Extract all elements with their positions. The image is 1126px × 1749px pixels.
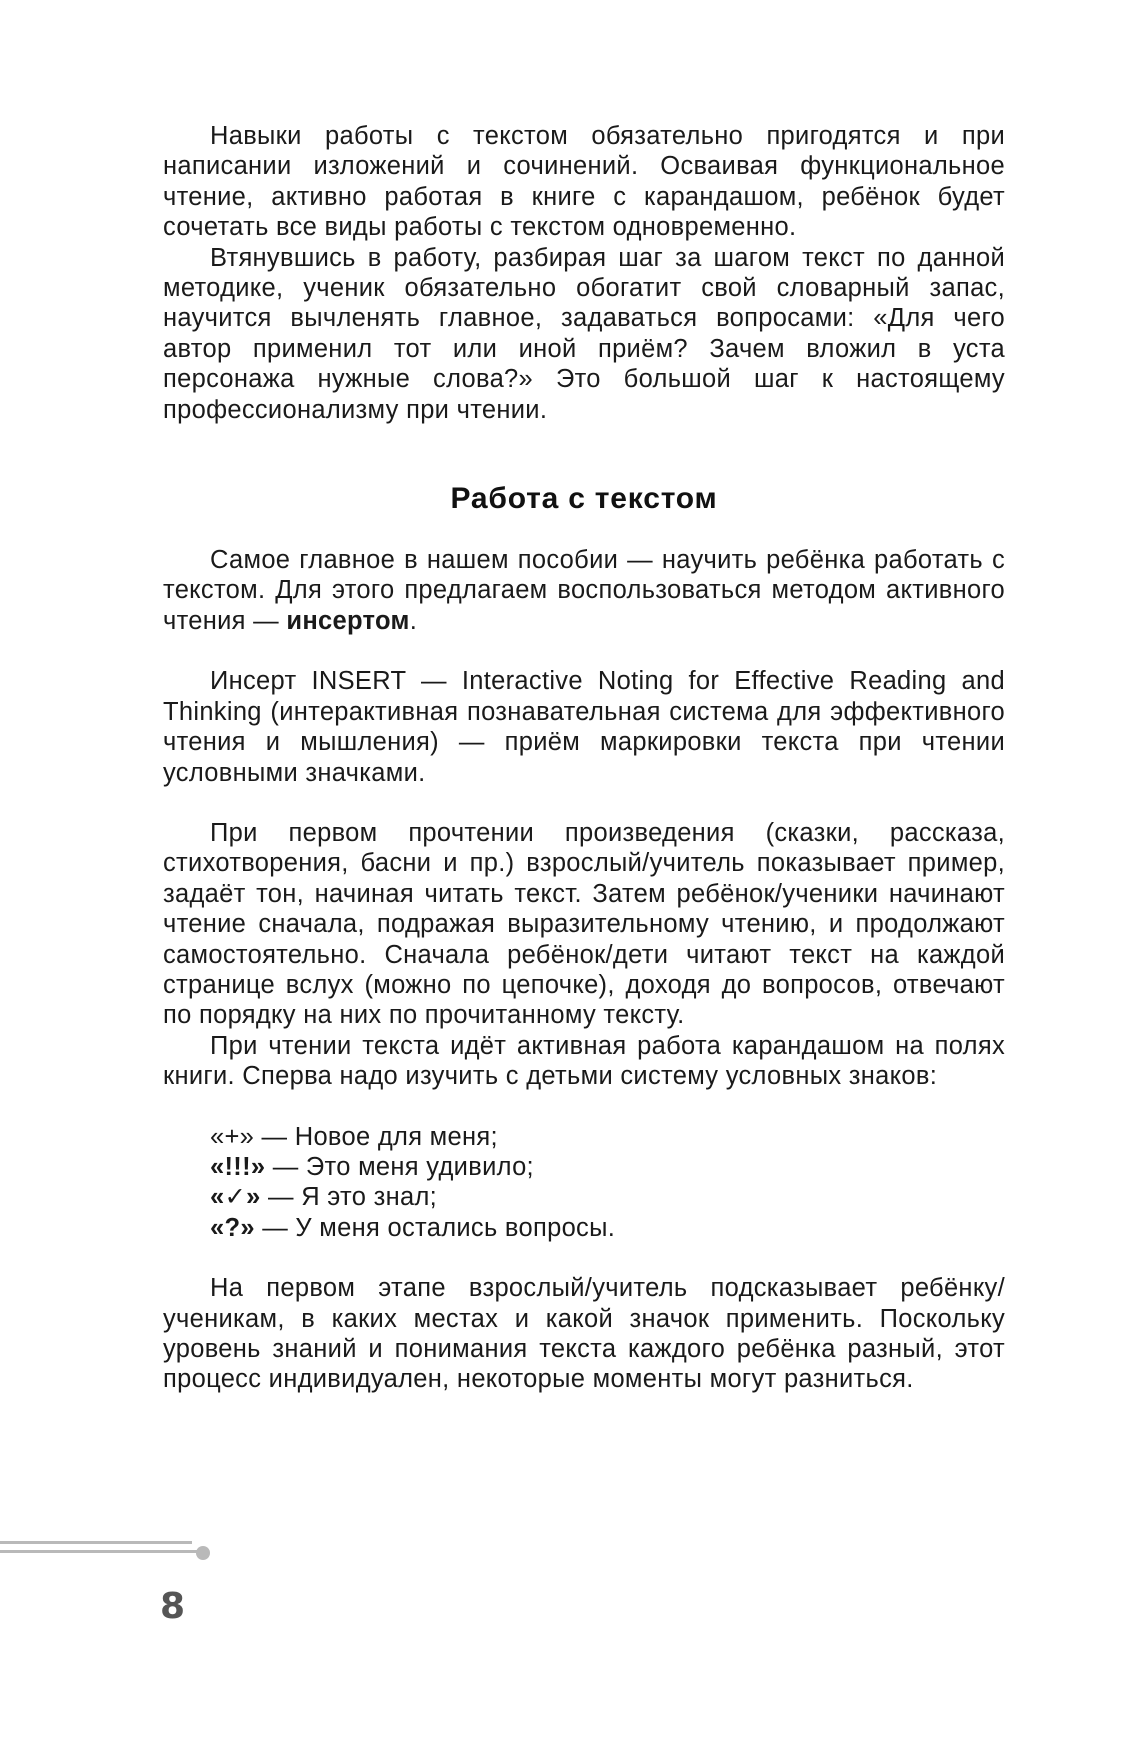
checkmark-icon: «✓» (210, 1183, 261, 1212)
question-mark: «?» (210, 1213, 255, 1242)
symbol-legend (163, 1122, 1005, 1244)
legend-text: — Новое для меня; (254, 1122, 498, 1151)
closing-paragraph: На первом этапе взрослый/учитель подсказывает ребёнку/ученикам, в каких местах и какой значок применить. Поскольку уровень знаний и понимания текста каждого ребёнка разный, этот процесс индивидуален, некоторые моменты могут разниться. (163, 1274, 1005, 1394)
method-text-before: Самое главное в нашем пособии — научить ребёнка работать с текстом. Для этого предлагаем воспользоваться методом активного чтения — (163, 546, 1005, 635)
legend-item-surprised (210, 1152, 1005, 1182)
exclamation-mark: «!!!» (210, 1152, 266, 1181)
legend-item-known (210, 1182, 1005, 1212)
footer-line (0, 1541, 192, 1544)
page-number: 8 (160, 1586, 186, 1627)
section-title: Работа с текстом (450, 482, 718, 516)
method-paragraph (163, 545, 1005, 636)
footer-decoration (0, 1541, 215, 1565)
method-term: инсертом (286, 606, 410, 635)
insert-definition-paragraph: Инсерт INSERT — Interactive Noting for Effective Reading and Thinking (интерактивная познавательная система для эффективного чтения и мышления) — приём маркировки текста при чтении условными значками. (163, 667, 1005, 787)
plus-mark: «+» (210, 1122, 255, 1151)
footer-line (0, 1550, 200, 1553)
legend-item-questions (210, 1213, 1005, 1243)
intro-paragraph-2: Втянувшись в работу, разбирая шаг за шагом текст по данной методике, ученик обязательно обогатит свой словарный запас, научится вычленять главное, задаваться вопросами: «Для чего автор применил тот или иной приём? Зачем вложил в уста персонажа нужные слова?» Это большой шаг к настоящему профессионализму при чтении. (163, 243, 1005, 424)
reading-paragraph-1: При первом прочтении произведения (сказки, рассказа, стихотворения, басни и пр.) взрослый/учитель показывает пример, задаёт тон, начиная читать текст. Затем ребёнок/ученики начинают чтение сначала, подражая выразительному чтению, и продолжают самостоятельно. Сначала ребёнок/дети читают текст на каждой странице вслух (можно по цепочке), доходя до вопросов, отвечают по порядку на них по прочитанному тексту. (163, 818, 1005, 1030)
legend-text: — Это меня удивило; (265, 1152, 534, 1181)
intro-paragraph-1: Навыки работы с текстом обязательно пригодятся и при написании изложений и сочинений. Осваивая функциональное чтение, активно работая в книге с карандашом, ребёнок будет сочетать все виды работы с текстом одновременно. (163, 122, 1005, 242)
page-body (163, 121, 1005, 1395)
legend-text: — Я это знал; (260, 1183, 438, 1212)
legend-text: — У меня остались вопросы. (254, 1213, 616, 1242)
reading-paragraph-2: При чтении текста идёт активная работа карандашом на полях книги. Сперва надо изучить с детьми систему условных знаков: (163, 1031, 1005, 1091)
legend-item-new (210, 1122, 1005, 1152)
method-text-after: . (409, 606, 418, 635)
footer-dot (196, 1546, 210, 1560)
